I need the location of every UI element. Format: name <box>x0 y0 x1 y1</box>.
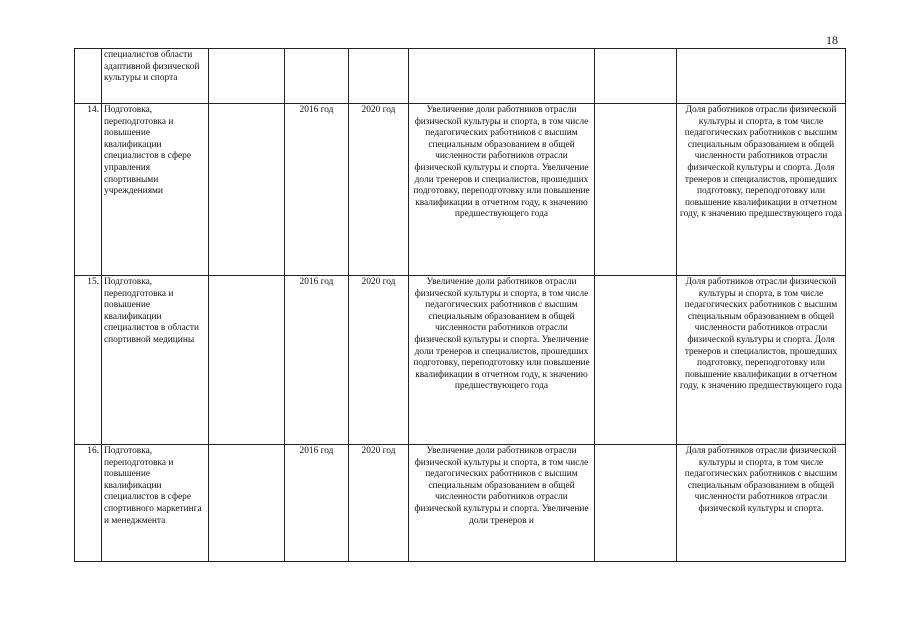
row-number: 16. <box>75 445 102 562</box>
indicator-cell: Доля работников отрасли физической культуры и спорта, в том числе педагогических работников с высшим специальным образованием в общей численности работников отрасли физической культуры и спорта. Доля тренеров и специалистов, прошедших подготовку, переподготовку или повышение квалификации в отчетном году, к значению предшествующего года <box>677 276 846 445</box>
measure-name: Подготовка, переподготовка и повышение квалификации специалистов в области спортивной медицины <box>102 276 209 445</box>
indicator-cell: Доля работников отрасли физической культуры и спорта, в том числе педагогических работников с высшим специальным образованием в общей численности работников отрасли физической культуры и спорта. <box>677 445 846 562</box>
row-number: 14. <box>75 104 102 276</box>
end-year: 2020 год <box>349 445 409 562</box>
indicator-cell: Доля работников отрасли физической культуры и спорта, в том числе педагогических работников с высшим специальным образованием в общей численности работников отрасли физической культуры и спорта. Доля тренеров и специалистов, прошедших подготовку, переподготовку или повышение квалификации в отчетном году, к значению предшествующего года <box>677 104 846 276</box>
start-year: 2016 год <box>285 104 349 276</box>
measure-name: Подготовка, переподготовка и повышение квалификации специалистов в сфере спортивного маркетинга и менеджмента <box>102 445 209 562</box>
start-year: 2016 год <box>285 445 349 562</box>
start-year <box>285 49 349 104</box>
row-number <box>75 49 102 104</box>
measure-name: специалистов области адаптивной физической культуры и спорта <box>102 49 209 104</box>
table-row <box>75 49 846 104</box>
expected-result: Увеличение доли работников отрасли физической культуры и спорта, в том числе педагогических работников с высшим специальным образованием в общей численности работников отрасли физической культуры и спорта. Увеличение доли тренеров и специалистов, прошедших подготовку, переподготовку или повышение квалификации в отчетном году, к значению предшествующего года <box>409 276 595 445</box>
indicator-cell <box>677 49 846 104</box>
end-year <box>349 49 409 104</box>
executor-cell <box>209 276 285 445</box>
link-cell <box>595 445 677 562</box>
executor-cell <box>209 49 285 104</box>
link-cell <box>595 104 677 276</box>
link-cell <box>595 276 677 445</box>
end-year: 2020 год <box>349 276 409 445</box>
table-row <box>75 445 846 562</box>
measures-table <box>74 48 846 562</box>
link-cell <box>595 49 677 104</box>
expected-result: Увеличение доли работников отрасли физической культуры и спорта, в том числе педагогических работников с высшим специальным образованием в общей численности работников отрасли физической культуры и спорта. Увеличение доли тренеров и <box>409 445 595 562</box>
row-number: 15. <box>75 276 102 445</box>
expected-result <box>409 49 595 104</box>
start-year: 2016 год <box>285 276 349 445</box>
measure-name: Подготовка, переподготовка и повышение квалификации специалистов в сфере управления спортивными учреждениями <box>102 104 209 276</box>
table-row <box>75 104 846 276</box>
expected-result: Увеличение доли работников отрасли физической культуры и спорта, в том числе педагогических работников с высшим специальным образованием в общей численности работников отрасли физической культуры и спорта. Увеличение доли тренеров и специалистов, прошедших подготовку, переподготовку или повышение квалификации в отчетном году, к значению предшествующего года <box>409 104 595 276</box>
end-year: 2020 год <box>349 104 409 276</box>
page-number: 18 <box>826 33 838 47</box>
executor-cell <box>209 445 285 562</box>
executor-cell <box>209 104 285 276</box>
table-row <box>75 276 846 445</box>
